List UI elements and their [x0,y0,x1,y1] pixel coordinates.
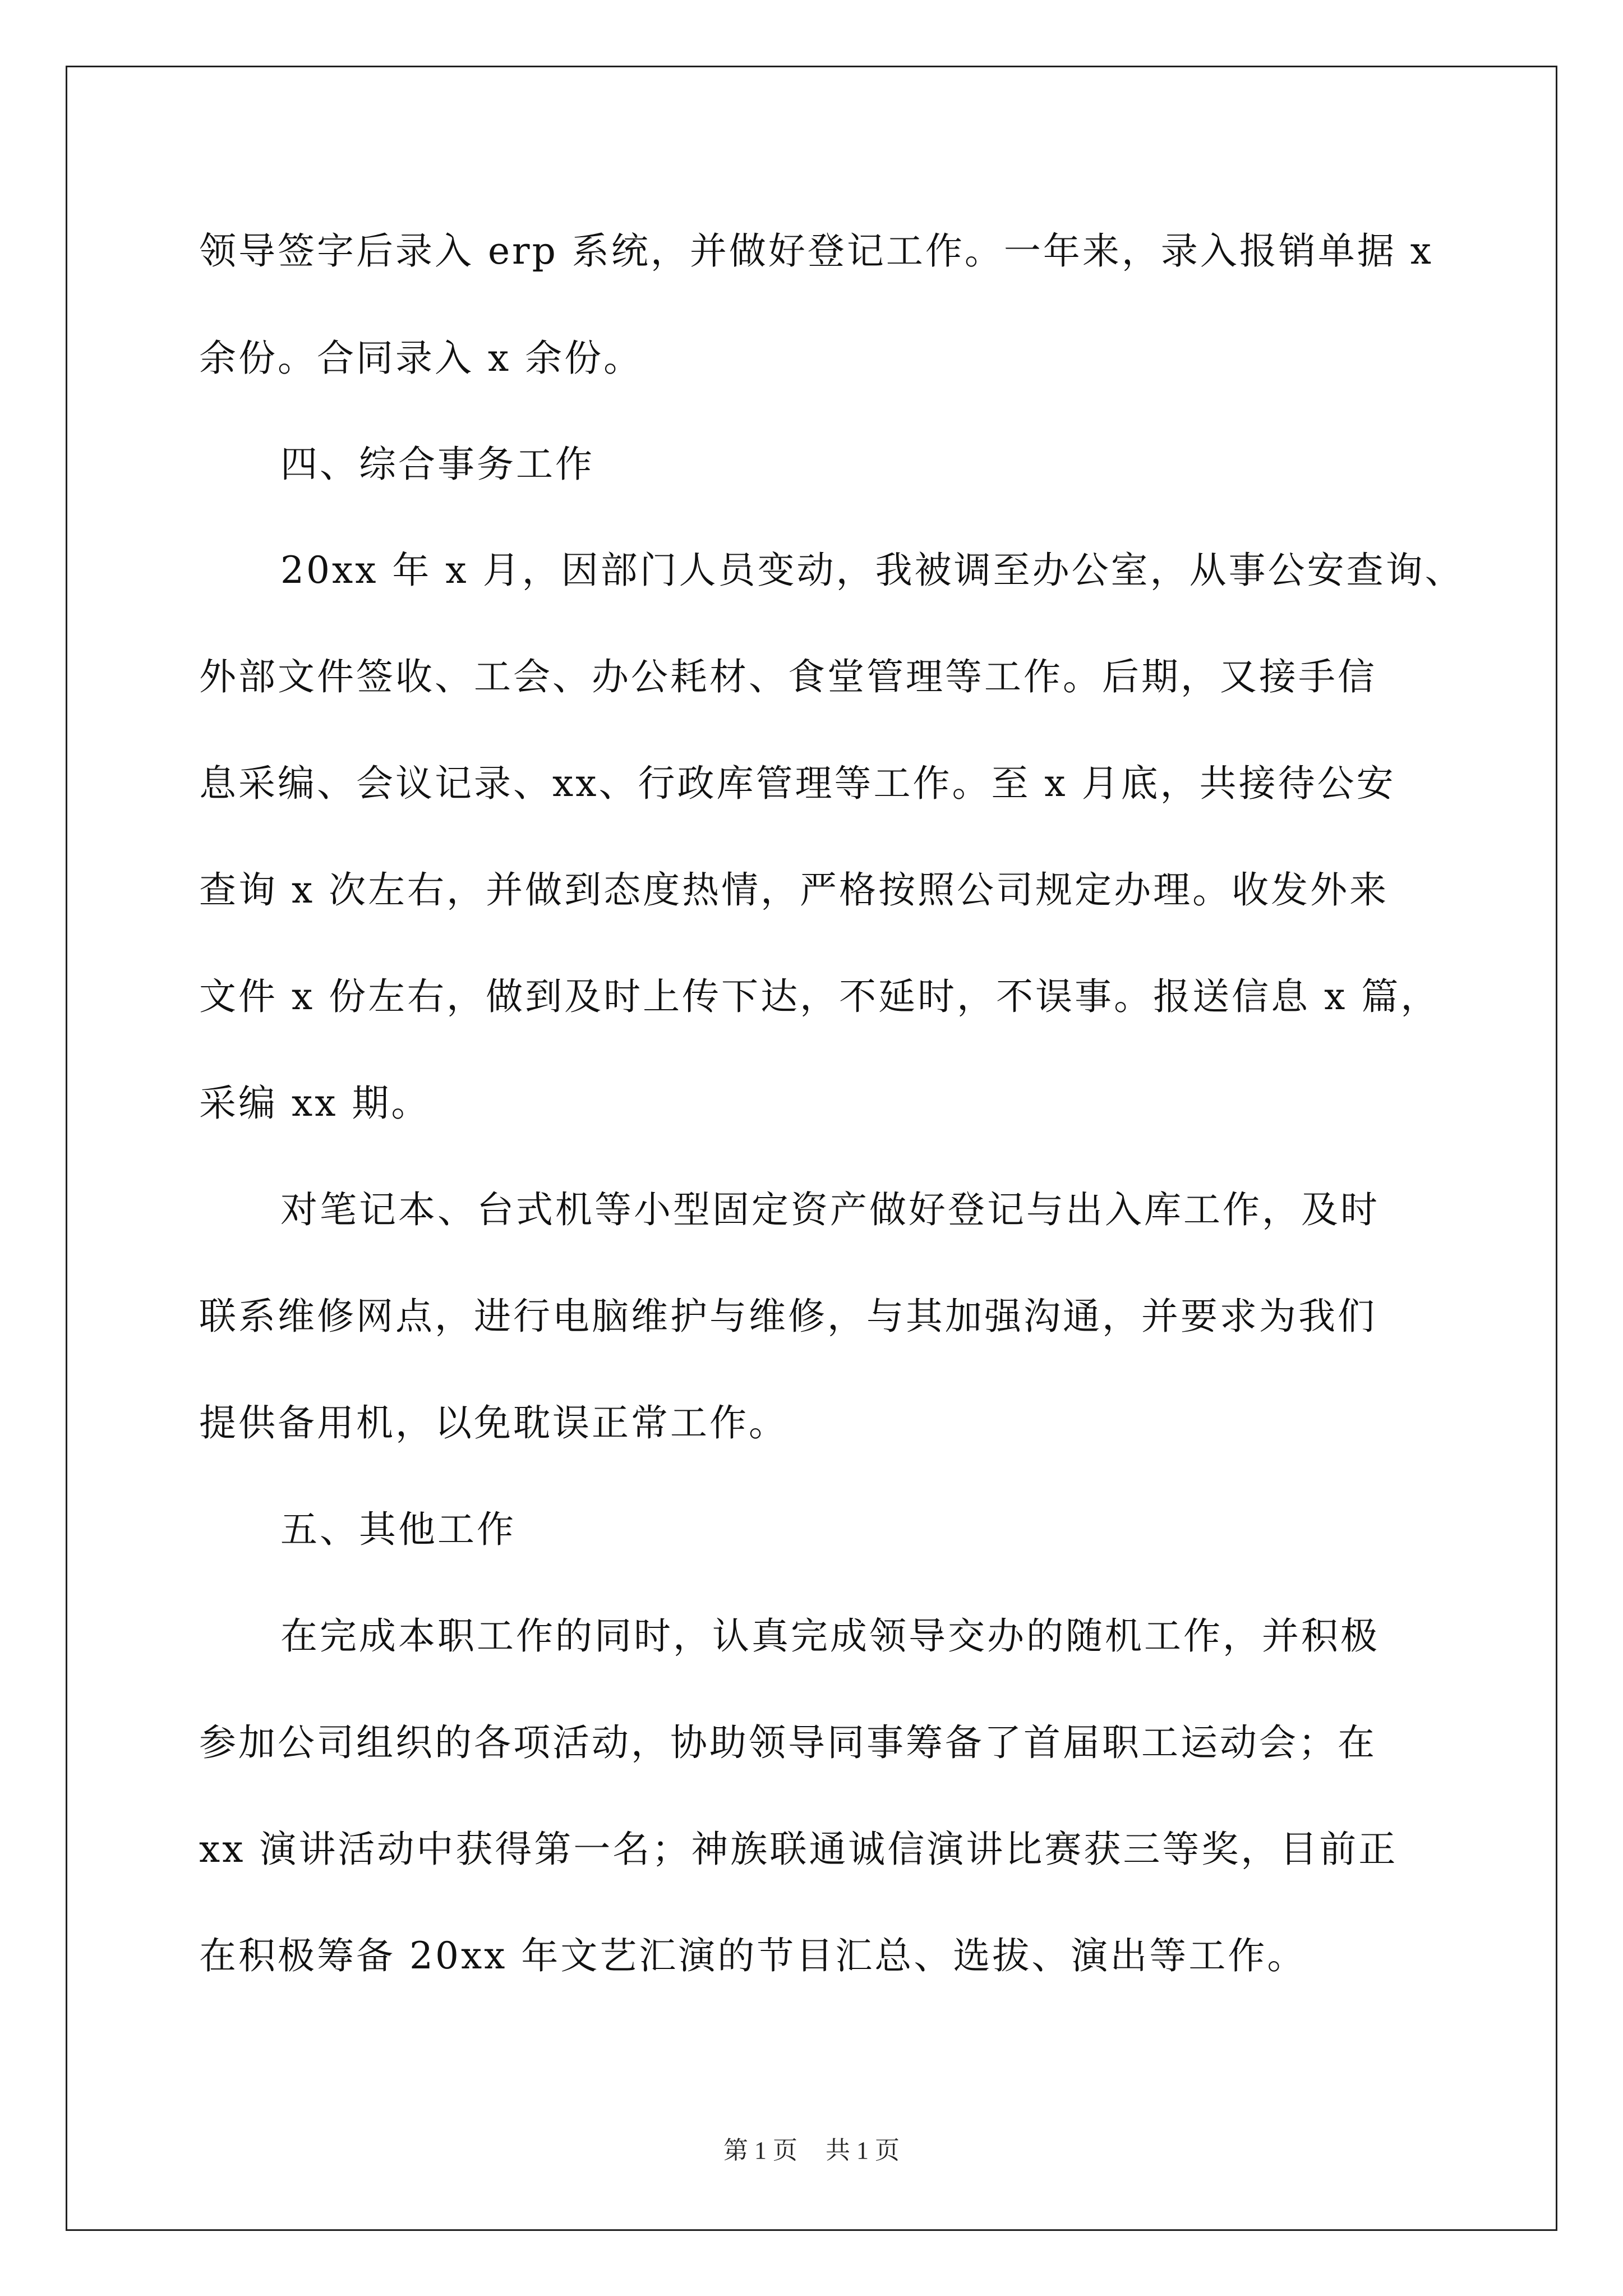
paragraph-line: 查询 x 次左右，并做到态度热情，严格按照公司规定办理。收发外来 [199,868,1389,912]
paragraph-line: 文件 x 份左右，做到及时上传下达，不延时，不误事。报送信息 x 篇， [199,975,1440,1018]
paragraph-line: 对笔记本、台式机等小型固定资产做好登记与出入库工作，及时 [280,1188,1380,1231]
page-number: 第 1 页 [723,2137,797,2164]
continued-paragraph-line: 领导签字后录入 erp 系统，并做好登记工作。一年来，录入报销单据 x [199,229,1434,273]
paragraph-line: 外部文件签收、工会、办公耗材、食堂管理等工作。后期，又接手信 [199,655,1377,698]
paragraph-line: 在积极筹备 20xx 年文艺汇演的节目汇总、选拔、演出等工作。 [199,1934,1307,1977]
paragraph-line: 息采编、会议记录、xx、行政库管理等工作。至 x 月底，共接待公安 [199,762,1396,805]
paragraph-line: 采编 xx 期。 [199,1082,431,1125]
paragraph-line: 联系维修网点，进行电脑维护与维修，与其加强沟通，并要求为我们 [199,1295,1377,1338]
page-border [66,66,1557,2231]
paragraph-line: 参加公司组织的各项活动，协助领导同事筹备了首届职工运动会；在 [199,1721,1377,1764]
paragraph-line: xx 演讲活动中获得第一名；神族联通诚信演讲比赛获三等奖，目前正 [199,1828,1398,1871]
paragraph-line: 在完成本职工作的同时，认真完成领导交办的随机工作，并积极 [280,1614,1380,1658]
section-heading-four: 四、综合事务工作 [280,443,594,486]
paragraph-line: 提供备用机，以免耽误正常工作。 [199,1401,788,1444]
paragraph-line: 20xx 年 x 月，因部门人员变动，我被调至办公室，从事公安查询、 [280,549,1464,592]
page-footer [0,2135,1623,2166]
page-total: 共 1 页 [826,2137,900,2164]
continued-paragraph-line: 余份。合同录入 x 余份。 [199,337,643,380]
section-heading-five: 五、其他工作 [280,1508,516,1551]
